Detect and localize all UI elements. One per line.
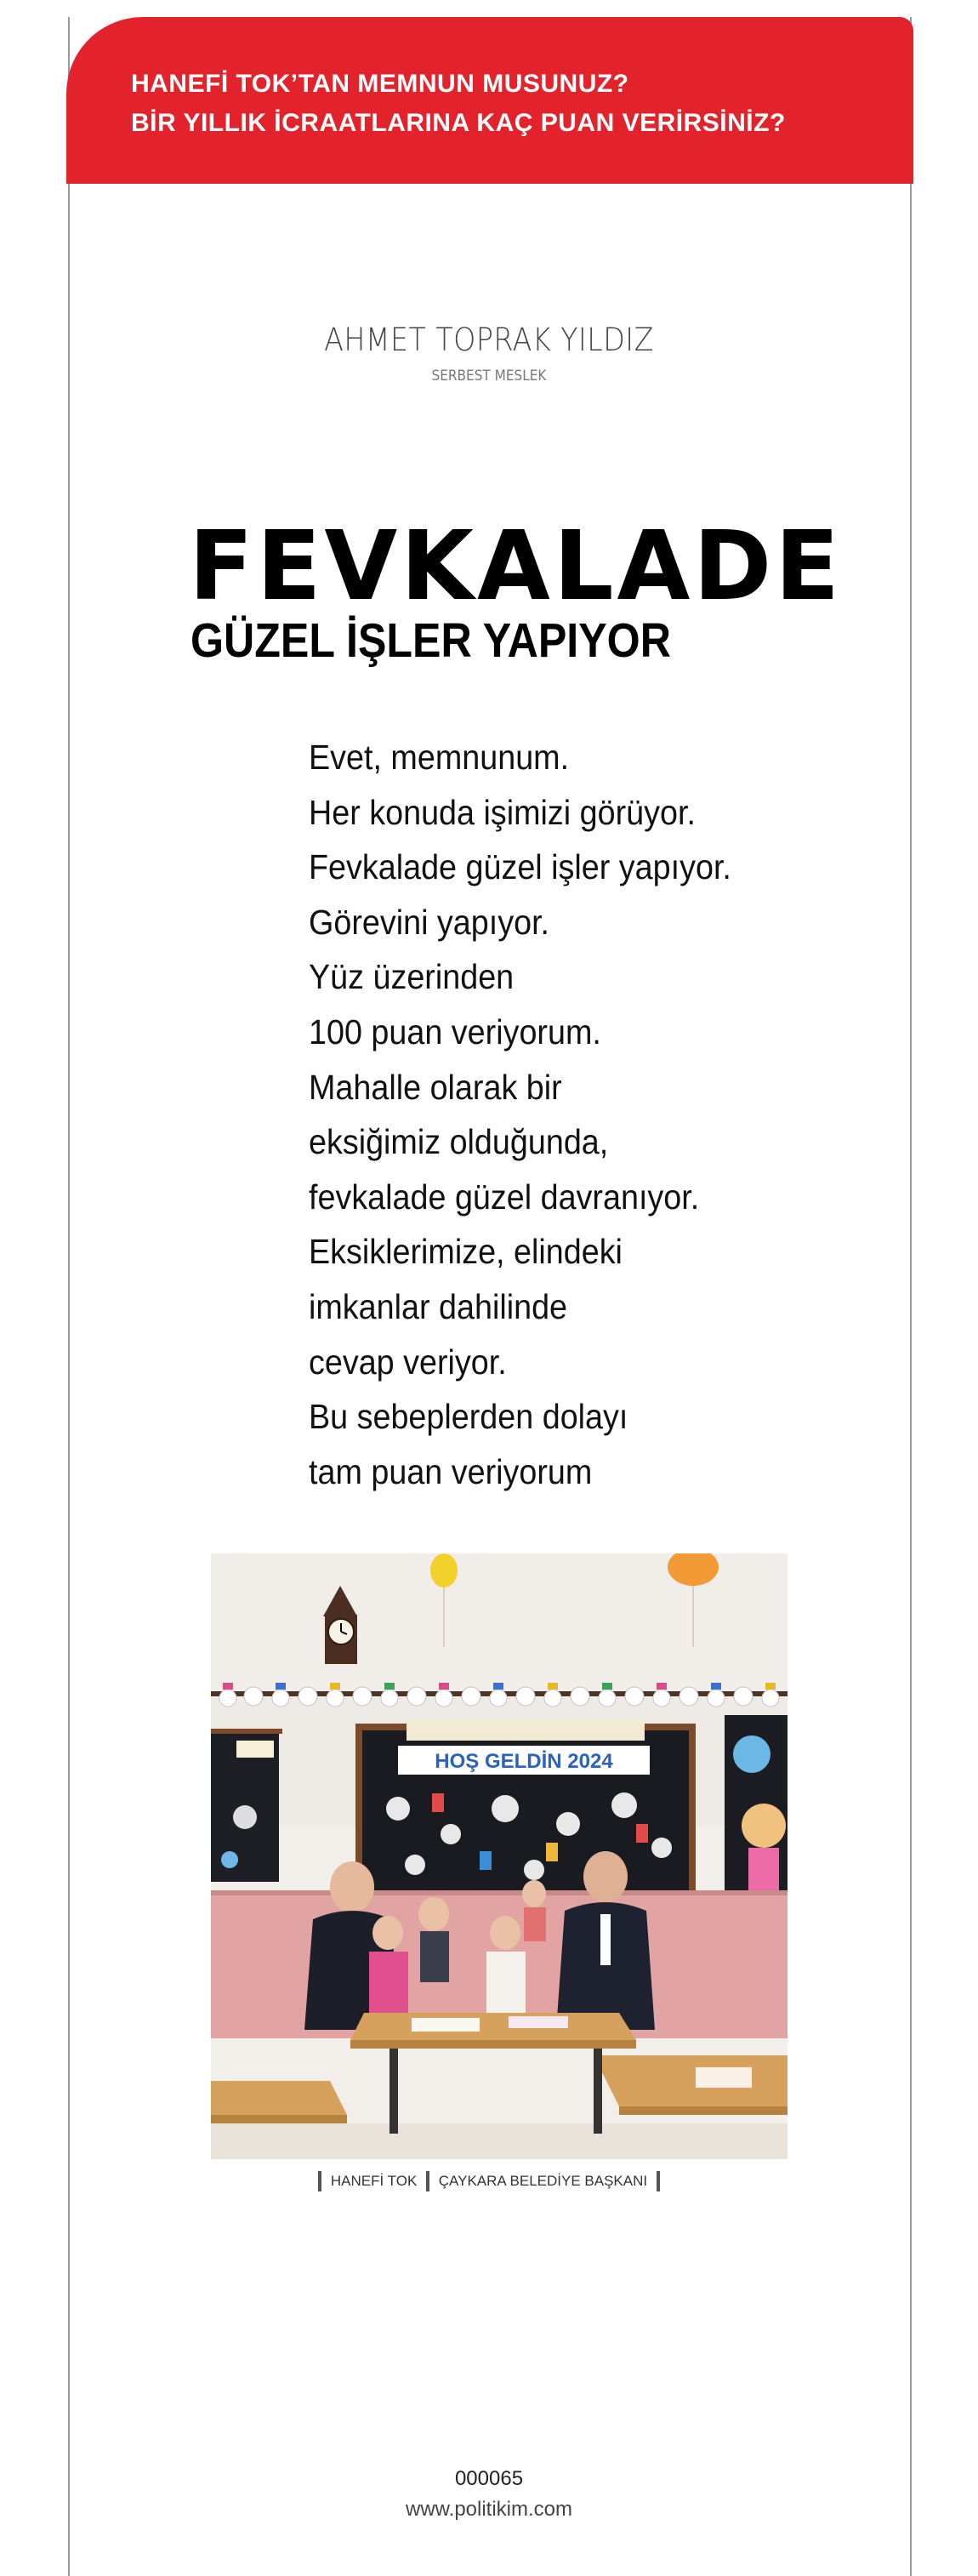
body-line: Görevini yapıyor. [309, 902, 550, 942]
banner-line-2: BİR YILLIK İCRAATLARINA KAÇ PUAN VERİRSİNİZ? [131, 109, 786, 137]
headline-title: FEVKALADE [189, 511, 843, 622]
body-line: eksiğimiz olduğunda, [309, 1122, 609, 1162]
body-line: tam puan veriyorum [309, 1451, 593, 1491]
body-line: Eksiklerimize, elindeki [309, 1232, 623, 1272]
banner-line-1: HANEFİ TOK’TAN MEMNUN MUSUNUZ? [131, 70, 629, 98]
caption-divider [657, 2171, 660, 2191]
body-line: Her konuda işimizi görüyor. [309, 792, 696, 832]
body-line: 100 puan veriyorum. [309, 1012, 601, 1051]
photo-caption [0, 2171, 978, 2191]
headline-subtitle: GÜZEL İŞLER YAPIYOR [190, 613, 671, 668]
author-name: AHMET TOPRAK YILDIZ [324, 322, 654, 358]
classroom-photo [211, 1553, 788, 2159]
body-line: fevkalade güzel davranıyor. [309, 1177, 700, 1217]
body-line: Bu sebeplerden dolayı [309, 1397, 628, 1437]
body-line: cevap veriyor. [309, 1342, 507, 1382]
footer-url[interactable]: www.politikim.com [405, 2498, 573, 2521]
body-line: Fevkalade güzel işler yapıyor. [309, 847, 731, 887]
caption-title: ÇAYKARA BELEDİYE BAŞKANI [438, 2173, 648, 2189]
body-line: imkanlar dahilinde [309, 1286, 568, 1326]
photo-banner-text: HOŞ GELDİN 2024 [435, 1750, 613, 1773]
body-line: Evet, memnunum. [309, 738, 570, 777]
question-banner [66, 17, 913, 184]
body-text [309, 730, 836, 1499]
body-line: Yüz üzerinden [309, 957, 515, 997]
footer-code: 000065 [454, 2467, 524, 2490]
caption-divider [426, 2171, 429, 2191]
caption-name: HANEFİ TOK [330, 2173, 418, 2189]
body-line: Mahalle olarak bir [309, 1067, 562, 1107]
caption-divider [318, 2171, 321, 2191]
author-profession: SERBEST MESLEK [431, 368, 547, 385]
